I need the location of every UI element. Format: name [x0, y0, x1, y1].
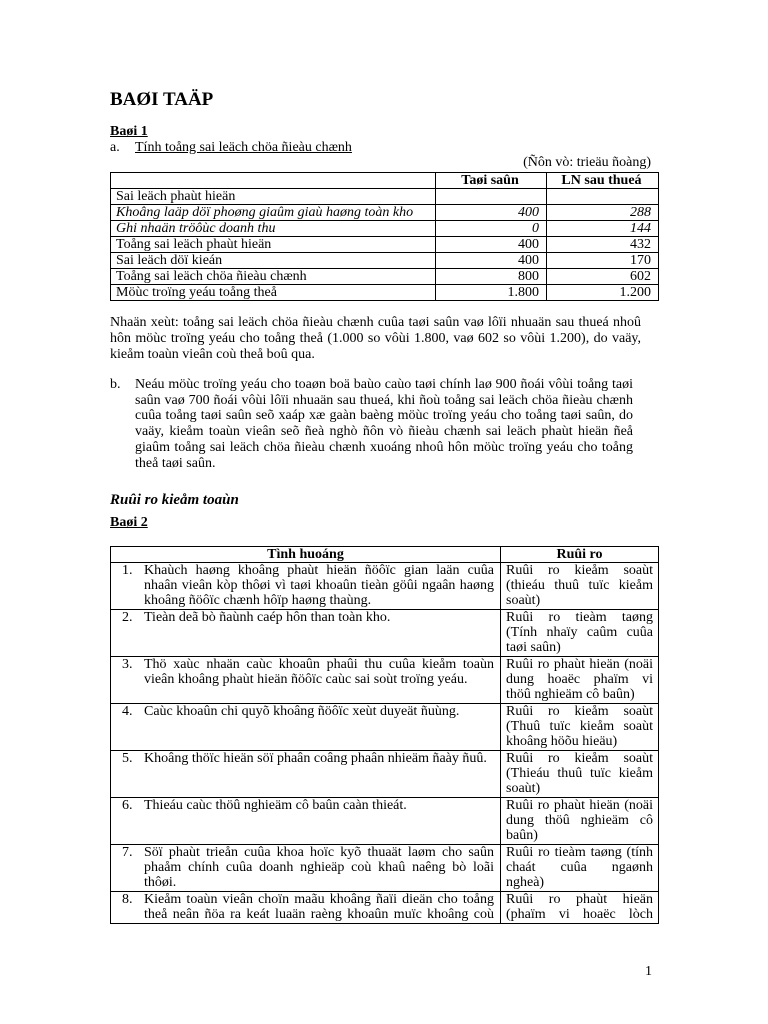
part-b-line: theå taøi saûn. — [135, 455, 216, 471]
assets-value: 400 — [436, 205, 547, 221]
assets-value: 400 — [436, 237, 547, 253]
part-a-title: Tính toång sai leäch chöa ñieàu chænh — [135, 140, 352, 155]
row-number: 2. — [122, 610, 133, 625]
row-number: 5. — [122, 751, 133, 766]
situation-text — [144, 798, 494, 813]
situation-cell — [111, 563, 501, 610]
risk-cell — [501, 798, 659, 845]
row-number: 8. — [122, 892, 133, 907]
situation-line: Khoâng thöïc hieän söï phaân coâng phaân nhieäm ñaày ñuû. — [144, 751, 487, 766]
situation-wrap — [111, 610, 500, 625]
situation-text — [144, 751, 494, 766]
assets-value: 400 — [436, 253, 547, 269]
situation-text — [144, 892, 494, 922]
misstatement-table — [110, 172, 659, 301]
risk-cell — [501, 610, 659, 657]
situation-line: Caùc khoaûn chi quyõ khoâng ñöôïc xeùt duyeät ñuùng. — [144, 704, 460, 719]
profit-value: 602 — [547, 269, 659, 285]
exercise-2-heading: Baøi 2 — [110, 515, 148, 530]
situation-line: Thö xaùc nhaän caùc khoaûn phaûi thu cuûa kieåm toaùn — [144, 657, 494, 672]
risk-line: soaùt) — [506, 781, 541, 796]
situation-wrap — [111, 892, 500, 922]
page-number: 1 — [645, 964, 652, 979]
part-b-line: giaûm toång sai leäch chöa ñieàu chænh xuoáng nhoû hôn möùc troïng yeáu cho toång — [135, 439, 633, 455]
risk-line: (thieáu thuû tuïc kieåm — [506, 578, 653, 593]
situation-text — [144, 610, 494, 625]
situation-line: Tieàn deã bò ñaùnh caép hôn than toàn kho. — [144, 610, 391, 625]
situation-cell — [111, 704, 501, 751]
exercise-1-heading: Baøi 1 — [110, 124, 148, 139]
part-b-line: Neáu möùc troïng yeáu cho toaøn boä baùo caùo taøi chính laø 900 ñoái vôùi toång taøi — [135, 377, 633, 392]
table-row — [111, 563, 659, 610]
situation-wrap — [111, 845, 500, 890]
row-number: 1. — [122, 563, 133, 578]
profit-value — [547, 189, 659, 205]
comment-line: Nhaän xeùt: toång sai leäch chöa ñieàu chænh cuûa taøi saûn vaø lôïi nhuaän sau thueá nhoû — [110, 315, 641, 330]
situation-line: Söï phaùt trieån cuûa khoa hoïc kyõ thuaät laøm cho saûn — [144, 845, 494, 860]
header-profit: LN sau thueá — [547, 173, 659, 189]
situation-line: vieân khoâng phaùt hieän ñöôïc caùc sai soùt troïng yeáu. — [144, 672, 468, 687]
row-label: Sai leäch phaùt hieän — [111, 189, 436, 205]
risk-line: Ruûi ro tieàm taøng (tính — [506, 845, 653, 860]
situation-cell — [111, 892, 501, 924]
header-risk: Ruûi ro — [501, 547, 659, 563]
comment-paragraph — [110, 315, 641, 363]
table-row — [111, 657, 659, 704]
risk-text — [501, 751, 658, 796]
risk-line: thöû nghieäm cô baûn) — [506, 687, 635, 702]
header-cell-empty — [111, 173, 436, 189]
risk-cell — [501, 657, 659, 704]
profit-value: 144 — [547, 221, 659, 237]
risk-line: dung hoaëc phaïm vi — [506, 672, 653, 687]
table-row — [111, 751, 659, 798]
table-header-row — [111, 173, 659, 189]
row-label: Ghi nhaän tröôùc doanh thu — [111, 221, 436, 237]
risk-line: baûn) — [506, 828, 538, 843]
situation-line: Khaùch haøng khoâng phaùt hieän ñöôïc gian laän cuûa — [144, 563, 494, 578]
table-row — [111, 798, 659, 845]
part-b-text — [135, 377, 633, 471]
risk-cell — [501, 751, 659, 798]
risk-text — [501, 845, 658, 890]
risk-text — [501, 798, 658, 843]
assets-value — [436, 189, 547, 205]
situation-line: Thieáu caùc thöû nghieäm cô baûn caàn thieát. — [144, 798, 407, 813]
header-assets: Taøi saûn — [436, 173, 547, 189]
situation-text — [144, 657, 494, 687]
section-heading: Ruûi ro kieåm toaùn — [110, 492, 239, 508]
risk-table-body — [111, 563, 659, 924]
situation-line: khoâng ñöôïc chænh hôïp haøng thaùng. — [144, 593, 372, 608]
risk-line: Ruûi ro kieåm soaùt — [506, 563, 653, 578]
situation-line: nhaân vieân kòp thôøi vì taøi khoaûn tieàn göûi ngaân haøng — [144, 578, 494, 593]
risk-line: (Thieáu thuû tuïc kieåm — [506, 766, 653, 781]
part-b-paragraph — [110, 377, 640, 477]
part-a-marker: a. — [110, 140, 120, 155]
profit-value: 288 — [547, 205, 659, 221]
risk-text — [501, 892, 658, 922]
situation-wrap — [111, 751, 500, 766]
header-situation: Tình huoáng — [111, 547, 501, 563]
part-b-line: cuûa toång taøi saûn seõ xaáp xæ gaàn baèng möùc troïng yeáu cho toång taøi saûn, do — [135, 408, 633, 424]
comment-line: hôn möùc troïng yeáu cho toång theå (1.000 so vôùi 1.800, vaø 602 so vôùi 1.200), do vaäy, — [110, 331, 641, 346]
risk-line: Ruûi ro phaùt hieän (noäi — [506, 657, 653, 672]
risk-line: (Tính nhaïy caûm cuûa — [506, 625, 653, 640]
table-row — [111, 845, 659, 892]
situation-cell — [111, 610, 501, 657]
part-b-line: vaäy, kieåm toaùn vieân seõ ñeà nghò ñôn vò ñieàu chænh sai leäch phaùt hieän ñeå — [135, 424, 633, 440]
risk-line: Ruûi ro kieåm soaùt — [506, 751, 653, 766]
part-b-line: saûn vaø 700 ñoái vôùi lôïi nhuaän sau thueá, khi ñoù toång sai leäch chöa ñieàu chænh — [135, 392, 633, 408]
row-label: Khoâng laäp döï phoøng giaûm giaù haøng toàn kho — [111, 205, 436, 221]
table-row — [111, 237, 659, 253]
situation-cell — [111, 751, 501, 798]
table-header-row — [111, 547, 659, 563]
part-a-heading — [110, 140, 352, 156]
assets-value: 0 — [436, 221, 547, 237]
row-number: 7. — [122, 845, 133, 860]
risk-text — [501, 610, 658, 655]
situation-text — [144, 845, 494, 890]
situation-wrap — [111, 798, 500, 813]
risk-line: khoâng höõu hieäu) — [506, 734, 618, 749]
risk-line: Ruûi ro kieåm soaùt — [506, 704, 653, 719]
situation-cell — [111, 798, 501, 845]
situation-cell — [111, 657, 501, 704]
risk-line: Ruûi ro tieàm taøng — [506, 610, 653, 625]
profit-value: 432 — [547, 237, 659, 253]
situation-text — [144, 704, 494, 719]
row-label: Toång sai leäch phaùt hieän — [111, 237, 436, 253]
table-row — [111, 221, 659, 237]
risk-line: (Thuû tuïc kieåm soaùt — [506, 719, 653, 734]
risk-line: ngheà) — [506, 875, 545, 890]
assets-value: 800 — [436, 269, 547, 285]
situation-text — [144, 563, 494, 608]
risk-table — [110, 546, 659, 924]
table-row — [111, 253, 659, 269]
risk-line: taøi saûn) — [506, 640, 561, 655]
risk-line: dung thöû nghieäm cô — [506, 813, 653, 828]
risk-line: (phaïm vi hoaëc lòch — [506, 907, 653, 922]
situation-line: phaåm chính cuûa doanh nghieäp coù khaû naêng bò loãi — [144, 860, 494, 875]
row-number: 4. — [122, 704, 133, 719]
part-b-marker: b. — [110, 377, 121, 392]
risk-cell — [501, 704, 659, 751]
risk-text — [501, 657, 658, 702]
risk-line: Ruûi ro phaùt hieän — [506, 892, 653, 907]
situation-line: thôøi. — [144, 875, 177, 890]
situation-cell — [111, 845, 501, 892]
risk-line: chaát cuûa ngaønh — [506, 860, 653, 875]
row-label: Toång sai leäch chöa ñieàu chænh — [111, 269, 436, 285]
row-label: Möùc troïng yeáu toång theå — [111, 285, 436, 301]
comment-line: kieåm toaùn vieân coù theå boû qua. — [110, 347, 315, 362]
situation-line: Kieåm toaùn vieân choïn maãu khoâng ñaïi dieän cho toång — [144, 892, 494, 907]
risk-cell — [501, 845, 659, 892]
assets-value: 1.800 — [436, 285, 547, 301]
table-row — [111, 285, 659, 301]
risk-line: soaùt) — [506, 593, 541, 608]
risk-cell — [501, 892, 659, 924]
row-number: 6. — [122, 798, 133, 813]
situation-wrap — [111, 704, 500, 719]
situation-line: theå neân ñöa ra keát luaän raèng khoaûn muïc khoâng coù — [144, 907, 494, 922]
table-row — [111, 269, 659, 285]
table-row — [111, 189, 659, 205]
table-row — [111, 704, 659, 751]
situation-wrap — [111, 657, 500, 687]
profit-value: 1.200 — [547, 285, 659, 301]
page-title: BAØI TAÄP — [110, 89, 214, 110]
table-row — [111, 892, 659, 924]
row-number: 3. — [122, 657, 133, 672]
situation-wrap — [111, 563, 500, 608]
unit-note: (Ñôn vò: trieäu ñoàng) — [523, 155, 651, 170]
table-row — [111, 205, 659, 221]
risk-cell — [501, 563, 659, 610]
risk-text — [501, 704, 658, 749]
profit-value: 170 — [547, 253, 659, 269]
row-label: Sai leäch döï kieán — [111, 253, 436, 269]
risk-line: Ruûi ro phaùt hieän (noäi — [506, 798, 653, 813]
risk-text — [501, 563, 658, 608]
table-row — [111, 610, 659, 657]
